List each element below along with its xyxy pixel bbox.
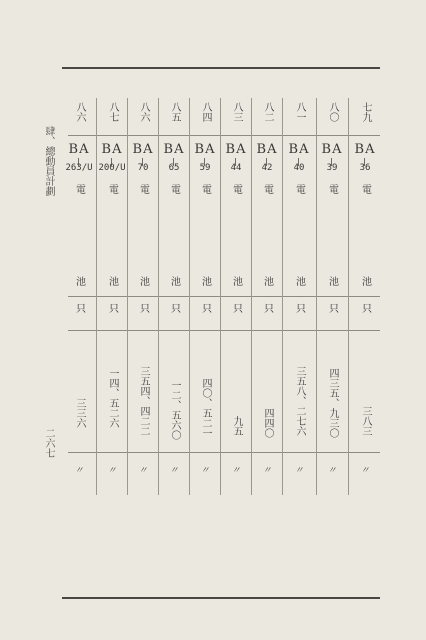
item-number: 八一 xyxy=(294,102,305,122)
table-column xyxy=(350,98,380,498)
ditto-mark: 〃 xyxy=(74,466,84,476)
item-kind-suffix: 池 xyxy=(359,276,371,286)
item-number: 八〇 xyxy=(327,102,338,122)
model-code: 36 xyxy=(359,163,371,173)
model-prefix: BA xyxy=(256,142,278,157)
item-number: 八四 xyxy=(200,102,211,122)
table-column xyxy=(190,98,220,498)
section-title: 肆、總動員計劃 xyxy=(43,126,54,196)
ditto-mark: 〃 xyxy=(107,466,117,476)
model-prefix: BA xyxy=(101,142,123,157)
model-code: 40 xyxy=(293,163,305,173)
item-kind-suffix: 池 xyxy=(106,276,118,286)
model-prefix: BA xyxy=(163,142,185,157)
item-kind-suffix: 池 xyxy=(326,276,338,286)
model-code: 39 xyxy=(326,163,338,173)
item-kind-suffix: 池 xyxy=(230,276,242,286)
table-column xyxy=(221,98,251,498)
item-kind: 電 xyxy=(293,184,305,194)
ditto-mark: 〃 xyxy=(360,466,370,476)
quantity: 一二、五六〇 xyxy=(169,380,180,440)
item-kind-suffix: 池 xyxy=(293,276,305,286)
item-number: 八五 xyxy=(169,102,180,122)
item-kind: 電 xyxy=(359,184,371,194)
table-column xyxy=(252,98,282,498)
model-code: 200/U xyxy=(98,163,126,173)
model-prefix: BA xyxy=(354,142,376,157)
quantity: 三三六 xyxy=(74,398,85,428)
item-number: 八二 xyxy=(262,102,273,122)
ditto-mark: 〃 xyxy=(200,466,210,476)
unit: 只 xyxy=(73,303,85,313)
model-code: 42 xyxy=(261,163,273,173)
table-column xyxy=(317,98,347,498)
model-code: 70 xyxy=(137,163,149,173)
quantity: 一四、五二六 xyxy=(107,368,118,428)
column-divider xyxy=(348,98,349,495)
ditto-mark: 〃 xyxy=(138,466,148,476)
item-number: 八六 xyxy=(74,102,85,122)
item-number: 八七 xyxy=(107,102,118,122)
unit: 只 xyxy=(106,303,118,313)
unit: 只 xyxy=(199,303,211,313)
unit: 只 xyxy=(230,303,242,313)
column-divider xyxy=(282,98,283,495)
model-prefix: BA xyxy=(225,142,247,157)
model-code: 59 xyxy=(199,163,211,173)
ditto-mark: 〃 xyxy=(262,466,272,476)
item-kind-suffix: 池 xyxy=(168,276,180,286)
unit: 只 xyxy=(326,303,338,313)
item-number: 八六 xyxy=(138,102,149,122)
item-kind: 電 xyxy=(106,184,118,194)
table-column xyxy=(159,98,189,498)
item-kind-suffix: 池 xyxy=(73,276,85,286)
table-column xyxy=(128,98,158,498)
unit: 只 xyxy=(137,303,149,313)
top-rule xyxy=(62,67,380,69)
page-number: 二六七 xyxy=(43,428,54,458)
quantity: 三八三 xyxy=(360,406,371,436)
table-column xyxy=(284,98,314,498)
bottom-rule xyxy=(62,597,380,599)
model-prefix: BA xyxy=(194,142,216,157)
quantity: 三五四、四二二 xyxy=(138,366,149,436)
item-kind: 電 xyxy=(137,184,149,194)
model-code: 44 xyxy=(230,163,242,173)
quantity: 四四〇 xyxy=(262,408,273,438)
model-prefix: BA xyxy=(288,142,310,157)
item-kind: 電 xyxy=(261,184,273,194)
item-kind: 電 xyxy=(73,184,85,194)
item-kind-suffix: 池 xyxy=(199,276,211,286)
model-prefix: BA xyxy=(132,142,154,157)
quantity: 四〇、五二一 xyxy=(200,378,211,438)
quantity: 九五 xyxy=(231,416,242,436)
item-kind-suffix: 池 xyxy=(261,276,273,286)
item-number: 八三 xyxy=(231,102,242,122)
ditto-mark: 〃 xyxy=(294,466,304,476)
item-kind-suffix: 池 xyxy=(137,276,149,286)
item-kind: 電 xyxy=(326,184,338,194)
model-code: 263/U xyxy=(65,163,93,173)
item-kind: 電 xyxy=(230,184,242,194)
model-prefix: BA xyxy=(321,142,343,157)
ditto-mark: 〃 xyxy=(169,466,179,476)
item-number: 七九 xyxy=(360,102,371,122)
ditto-mark: 〃 xyxy=(327,466,337,476)
quantity: 三五八、二七六 xyxy=(294,366,305,436)
item-kind: 電 xyxy=(168,184,180,194)
table-column xyxy=(97,98,127,498)
ditto-mark: 〃 xyxy=(231,466,241,476)
quantity: 四三五、九三〇 xyxy=(327,368,338,438)
unit: 只 xyxy=(293,303,305,313)
model-code: 65 xyxy=(168,163,180,173)
unit: 只 xyxy=(359,303,371,313)
unit: 只 xyxy=(261,303,273,313)
model-prefix: BA xyxy=(68,142,90,157)
table-column xyxy=(64,98,94,498)
item-kind: 電 xyxy=(199,184,211,194)
unit: 只 xyxy=(168,303,180,313)
